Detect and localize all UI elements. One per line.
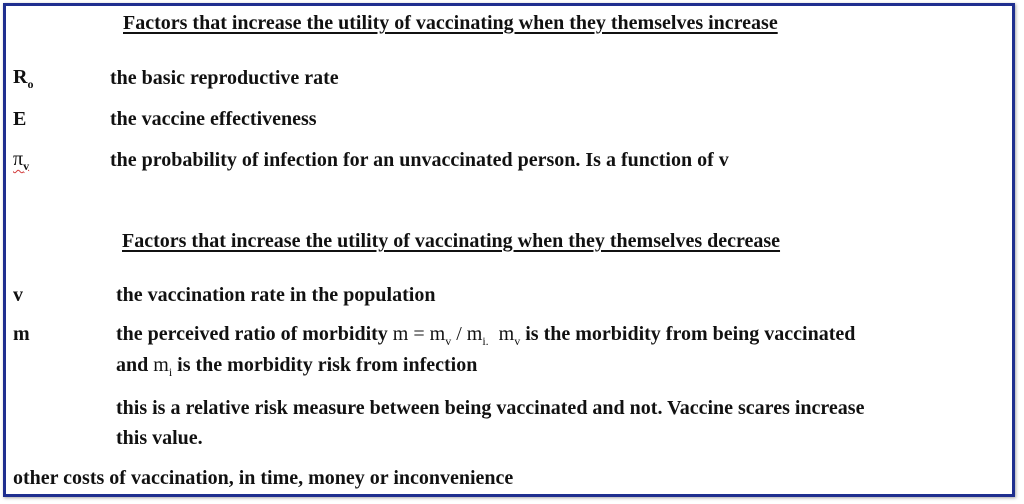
- symbol-r0-main: R: [13, 66, 28, 88]
- symbol-pi-main: π: [13, 148, 24, 170]
- m-line1-prefix: the perceived ratio of morbidity: [116, 323, 388, 345]
- symbol-m: m: [13, 323, 30, 345]
- symbol-pi-sub: v: [23, 159, 30, 173]
- m-line2-suffix: is the morbidity risk from infection: [177, 354, 478, 376]
- symbol-r0-sub: o: [27, 77, 34, 91]
- symbol-r0: [13, 65, 33, 96]
- desc-v: the vaccination rate in the population: [116, 284, 436, 306]
- m-term-v: $m_v$: [498, 323, 521, 348]
- desc-m-line1: [116, 322, 855, 353]
- heading-increase: Factors that increase the utility of vaccinating when they themselves increase: [123, 12, 778, 34]
- desc-m-line2: [116, 353, 477, 384]
- m-line2-prefix: and: [116, 354, 149, 376]
- desc-e: the vaccine effectiveness: [110, 108, 317, 130]
- desc-r0: the basic reproductive rate: [110, 67, 339, 89]
- m-term-i: $m_i$: [153, 354, 173, 379]
- symbol-pi-v: [13, 147, 29, 178]
- desc-pi-v: the probability of infection for an unvaccinated person. Is a function of v: [110, 149, 729, 171]
- other-costs: other costs of vaccination, in time, money or inconvenience: [13, 467, 514, 489]
- m-formula: $m = m_v / m_{i.}$: [392, 323, 489, 348]
- note-line2: this value.: [116, 427, 203, 449]
- symbol-e: E: [13, 108, 27, 130]
- m-line1-suffix: is the morbidity from being vaccinated: [525, 323, 856, 345]
- note-line1: this is a relative risk measure between being vaccinated and not. Vaccine scares increase: [116, 397, 865, 419]
- symbol-v: v: [13, 284, 23, 306]
- heading-decrease: Factors that increase the utility of vaccinating when they themselves decrease: [122, 230, 781, 252]
